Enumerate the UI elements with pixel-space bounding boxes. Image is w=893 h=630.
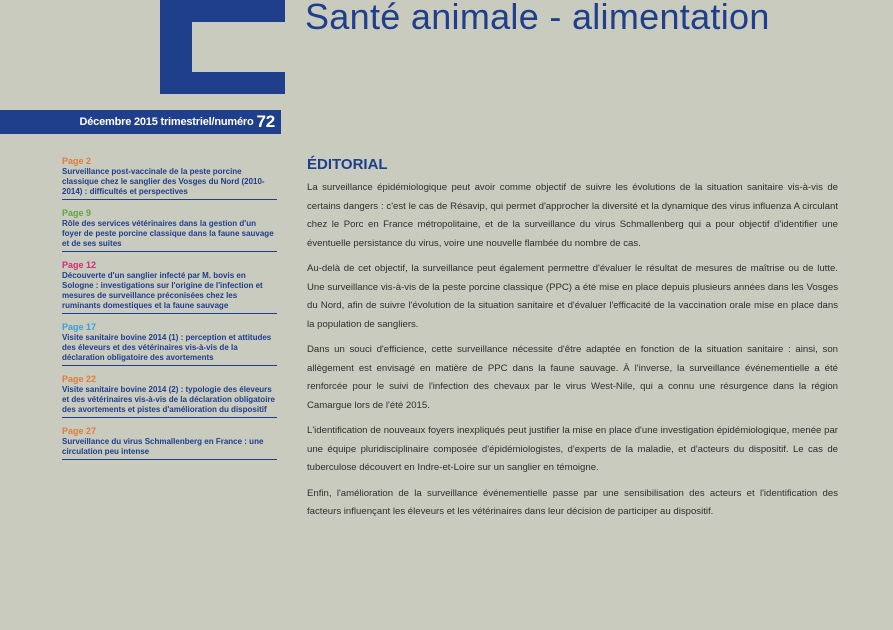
toc-page-number: Page 12	[62, 260, 97, 270]
toc-entry[interactable]	[62, 260, 277, 314]
toc-entry[interactable]	[62, 208, 277, 252]
toc-entry[interactable]	[62, 322, 277, 366]
toc-article-title: Surveillance post-vaccinale de la peste porcine classique chez le sanglier des Vosges du Nord (2010-2014) : difficultés et perspectives	[62, 167, 277, 200]
page-title: Santé animale - alimentation	[305, 0, 770, 37]
toc-article-title: Rôle des services vétérinaires dans la gestion d'un foyer de peste porcine classique dans la faune sauvage et de ses suites	[62, 219, 277, 252]
editorial-paragraph: Au-delà de cet objectif, la surveillance peut également permettre d'évaluer le résultat de mesures de maîtrise ou de lutte. Une surveillance vis-à-vis de la peste porcine classique (PPC) a été mise en place depuis plusieurs années dans les Vosges du Nord, afin de suivre l'évolution de la situation sanitaire et d'évaluer l'efficacité de la vaccination orale mise en place dans la population de sangliers.	[307, 263, 838, 330]
toc-page-number: Page 22	[62, 374, 97, 384]
toc-page-number: Page 2	[62, 156, 92, 166]
editorial-paragraph: La surveillance épidémiologique peut avoir comme objectif de suivre les évolutions de la situation sanitaire vis-à-vis de certains dangers : c'est le cas de Résavip, qui permet d'approcher la diversité et la dynamique des virus influenza A circulant chez le Porc en France métropolitaine, et de la surveillance du virus Schmallenberg qui a pour objectif d'identifier une éventuelle persistance du virus, voire une nouvelle flambée du nombre de cas.	[307, 182, 838, 249]
toc-page-number: Page 9	[62, 208, 92, 218]
table-of-contents	[62, 156, 277, 468]
banner-date: Décembre 2015 trimestriel/numéro	[79, 116, 254, 128]
toc-article-title: Surveillance du virus Schmallenberg en France : une circulation peu intense	[62, 437, 277, 460]
toc-entry[interactable]	[62, 426, 277, 460]
toc-page-number: Page 27	[62, 426, 97, 436]
issue-number: 72	[256, 112, 275, 131]
issue-banner	[0, 110, 281, 134]
toc-entry[interactable]	[62, 374, 277, 418]
journal-logo	[0, 0, 285, 112]
editorial-paragraph: Enfin, l'amélioration de la surveillance événementielle passe par une sensibilisation des acteurs et l'identification des facteurs influençant les éleveurs et les vétérinaires dans leur décision de participer au dispositif.	[307, 487, 838, 517]
toc-article-title: Visite sanitaire bovine 2014 (2) : typologie des éleveurs et des vétérinaires vis-à-vis de la déclaration obligatoire des avortements et pistes d'amélioration du dispositif	[62, 385, 277, 418]
toc-article-title: Découverte d'un sanglier infecté par M. bovis en Sologne : investigations sur l'origine de l'infection et mesures de surveillance préconisées chez les ruminants domestiques et la faune sauvage	[62, 271, 277, 314]
editorial-paragraph: L'identification de nouveaux foyers inexpliqués peut justifier la mise en place d'une investigation épidémiologique, menée par une équipe pluridisciplinaire composée d'épidémiologistes, d'experts de la maladie, et d'acteurs du dispositif. Le cas de tuberculose découvert en Indre-et-Loire sur un sanglier en témoigne.	[307, 425, 838, 473]
editorial-paragraph: Dans un souci d'efficience, cette surveillance nécessite d'être adaptée en fonction de la situation sanitaire : ainsi, son allègement est envisagé en matière de PPC dans la faune sauvage. À l'inverse, la surveillance événementielle a été renforcée pour le suivi de l'infection des chevaux par le virus West-Nile, qui a connu une résurgence dans la région Camargue lors de l'été 2015.	[307, 344, 838, 411]
toc-article-title: Visite sanitaire bovine 2014 (1) : perception et attitudes des éleveurs et des vétérinaires vis-à-vis de la déclaration obligatoire des avortements	[62, 333, 277, 366]
editorial-section	[307, 156, 838, 529]
toc-entry[interactable]	[62, 156, 277, 200]
toc-page-number: Page 17	[62, 322, 97, 332]
logo-bar-bottom	[160, 72, 285, 94]
editorial-heading: ÉDITORIAL	[307, 156, 388, 173]
